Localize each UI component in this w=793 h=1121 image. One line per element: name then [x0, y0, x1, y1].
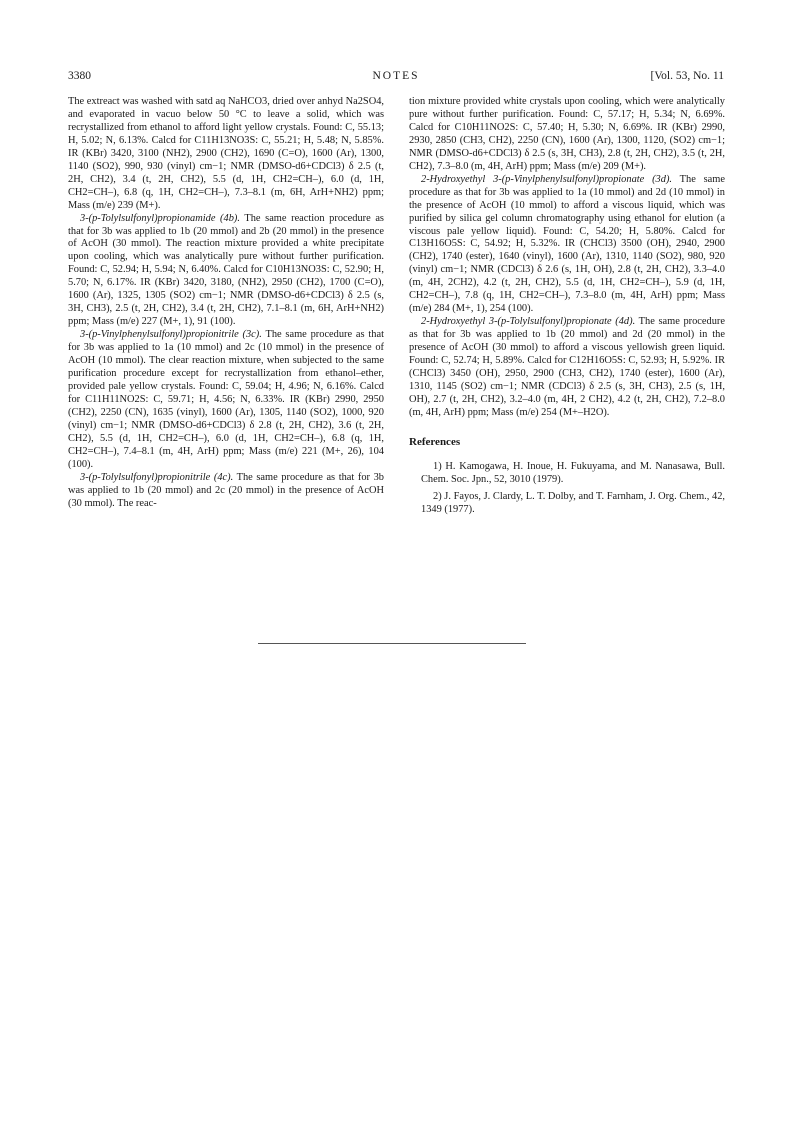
paragraph: [68, 472, 384, 511]
paragraph: [68, 213, 384, 330]
paragraph: tion mixture provided white crystals upon cooling, which were analytically pure without further purification. Found: C, 57.17; H, 5.34; N, 6.69%. Calcd for C10H11NO2S: C, 57.40; H, 5.30; N, 6.69%. IR (KBr) 2990, 2930, 2850 (CH3, CH2), 2250 (CN), 1600 (Ar), 1300, 1120, (SO2) cm−1; NMR (DMSO-d6+CDCl3) δ 2.5 (s, 3H, CH3), 2.8 (t, 2H, CH2), 3.5 (t, 2H, CH2), 7.3–8.0 (m, 4H, ArH) ppm; Mass (m/e) 209 (M+).: [409, 96, 725, 172]
paragraph-body: The same procedure as that for 3b was applied to 1b (20 mmol) and 2c (20 mmol) in the presence of AcOH (30 mmol). The reac-: [68, 471, 384, 509]
left-column: [68, 96, 384, 511]
compound-heading: 2-Hydroxyethyl 3-(p-Tolylsulfonyl)propionate (4d).: [421, 316, 636, 328]
page-number: 3380: [68, 70, 91, 82]
paragraph-body: The same procedure as that for 3b was applied to 1b (20 mmol) and 2d (20 mmol) in the presence of AcOH (30 mmol) to afford a viscous yellowish green liquid. Found: C, 52.74; H, 5.89%. Calcd for C12H16O5S: C, 52.93; H, 5.92%. IR (CHCl3) 3450 (OH), 2950, 2900 (CH3, CH2), 1740 (ester), 1600 (Ar), 1310, 1145 (SO2) cm−1; NMR (CDCl3) δ 2.5 (s, 3H, CH3), 2.5 (s, 1H, OH), 2.7 (t, 2H, CH2), 3.2–4.0 (m, 4H, 2 CH2), 4.2 (t, 2H, CH2), 7.2–8.0 (m, 4H, ArH) ppm; Mass (m/e) 254 (M+–H2O).: [409, 316, 725, 418]
paragraph: [68, 329, 384, 471]
paragraph: [409, 316, 725, 420]
paragraph-body: The same reaction procedure as that for 3b was applied to 1b (20 mmol) and 2b (20 mmol) in the presence of AcOH (30 mmol). The reaction mixture provided a white precipitate upon cooling, which was analytically pure without further purification. Found: C, 52.94; H, 5.94; N, 6.40%. Calcd for C10H13NO3S: C, 52.90; H, 5.70; N, 6.17%. IR (KBr) 3420, 3180, (NH2), 2950 (CH2), 1700 (C=O), 1600 (Ar), 1325, 1305 (SO2) cm−1; NMR (DMSO-d6+CDCl3) δ 2.5 (s, 3H, CH3), 2.5 (t, 2H, CH2), 3.4 (t, 2H, CH2), 7.1–8.1 (m, 6H, ArH+NH2) ppm; Mass (m/e) 227 (M+, 1), 91 (100).: [68, 212, 384, 328]
paragraph: [409, 174, 725, 316]
section-title: NOTES: [372, 70, 420, 82]
end-divider: [258, 643, 526, 644]
paragraph-body: The same procedure as that for 3b was applied to 1a (10 mmol) and 2c (10 mmol) in the presence of AcOH (10 mmol). The clear reaction mixture, when subjected to the same purification procedure except for recrystallization from ethanol–ether, provided pale yellow crystals. Found: C, 59.04; H, 4.96; N, 6.16%. Calcd for C11H11NO2S: C, 59.71; H, 4.56; N, 6.33%. IR (KBr) 2990, 2950 (CH2), 2250 (CN), 1635 (vinyl), 1600 (Ar), 1305, 1140 (SO2), 1000, 920 (vinyl) cm−1; NMR (DMSO-d6+CDCl3) δ 2.8 (t, 2H, CH2), 3.6 (t, 2H, CH2), 5.5 (d, 1H, CH2=CH–), 6.0 (d, 1H, CH2=CH–), 6.8 (q, 1H, CH2=CH–), 7.4–8.1 (m, 4H, ArH) ppm; Mass (m/e) 221 (M+, 26), 104 (100).: [68, 329, 384, 470]
volume-info: [Vol. 53, No. 11: [650, 70, 724, 82]
compound-heading: 3-(p-Tolylsulfonyl)propionitrile (4c).: [80, 471, 234, 483]
reference-item: 1) H. Kamogawa, H. Inoue, H. Fukuyama, and M. Nanasawa, Bull. Chem. Soc. Jpn., 52, 3010 (1979).: [421, 460, 725, 485]
paragraph-body: The same procedure as that for 3b was applied to 1a (10 mmol) and 2d (10 mmol) in the presence of AcOH (10 mmol) to afford a viscous liquid, which was purified by silica gel column chromatography using ethanol for elution (a viscous pale yellow liquid). Found: C, 54.20; H, 5.80%. Calcd for C13H16O5S: C, 54.92; H, 5.32%. IR (CHCl3) 3500 (OH), 2940, 2900 (CH2), 1740 (ester), 1640 (vinyl), 1600 (Ar), 1310, 1140 (SO2), 980, 920 (vinyl) cm−1; NMR (CDCl3) δ 2.6 (s, 1H, OH), 2.8 (t, 2H, CH2), 3.3–4.0 (m, 4H, 2CH2), 4.2 (t, 2H, CH2), 5.5 (d, 1H, CH2=CH–), 5.9 (d, 1H, CH2=CH–), 7.8 (q, 1H, CH2=CH–), 7.3–8.0 (m, 4H, ArH) ppm; Mass (m/e) 284 (M+, 1), 254 (100).: [409, 173, 725, 315]
reference-item: 2) J. Fayos, J. Clardy, L. T. Dolby, and T. Farnham, J. Org. Chem., 42, 1349 (1977).: [421, 490, 725, 515]
right-column: [409, 96, 725, 521]
paragraph: The extreact was washed with satd aq NaHCO3, dried over anhyd Na2SO4, and evaporated in vacuo below 50 °C to leave a solid, which was recrystallized from ethanol to afford light yellow crystals. Found: C, 55.13; H, 5.02; N, 6.13%. Calcd for C11H13NO3S: C, 55.21; H, 5.48; N, 5.85%. IR (KBr) 3420, 3100 (NH2), 2900 (CH2), 1690 (C=O), 1600 (Ar), 1300, 1140 (SO2), 990, 930 (vinyl) cm−1; NMR (DMSO-d6+CDCl3) δ 2.5 (t, 2H, CH2), 3.4 (t, 2H, CH2), 5.5 (d, 1H, CH2=CH–), 6.0 (d, 1H, CH2=CH–), 6.8 (q, 1H, CH2=CH–), 7.3–8.1 (m, 6H, ArH+NH2) ppm; Mass (m/e) 239 (M+).: [68, 96, 384, 211]
references-heading: References: [409, 435, 461, 448]
compound-heading: 3-(p-Vinylphenylsulfonyl)propionitrile (3c).: [80, 329, 262, 341]
compound-heading: 2-Hydroxyethyl 3-(p-Vinylphenylsulfonyl)propionate (3d).: [421, 173, 673, 185]
page-header: [68, 70, 724, 86]
compound-heading: 3-(p-Tolylsulfonyl)propionamide (4b).: [80, 212, 240, 224]
